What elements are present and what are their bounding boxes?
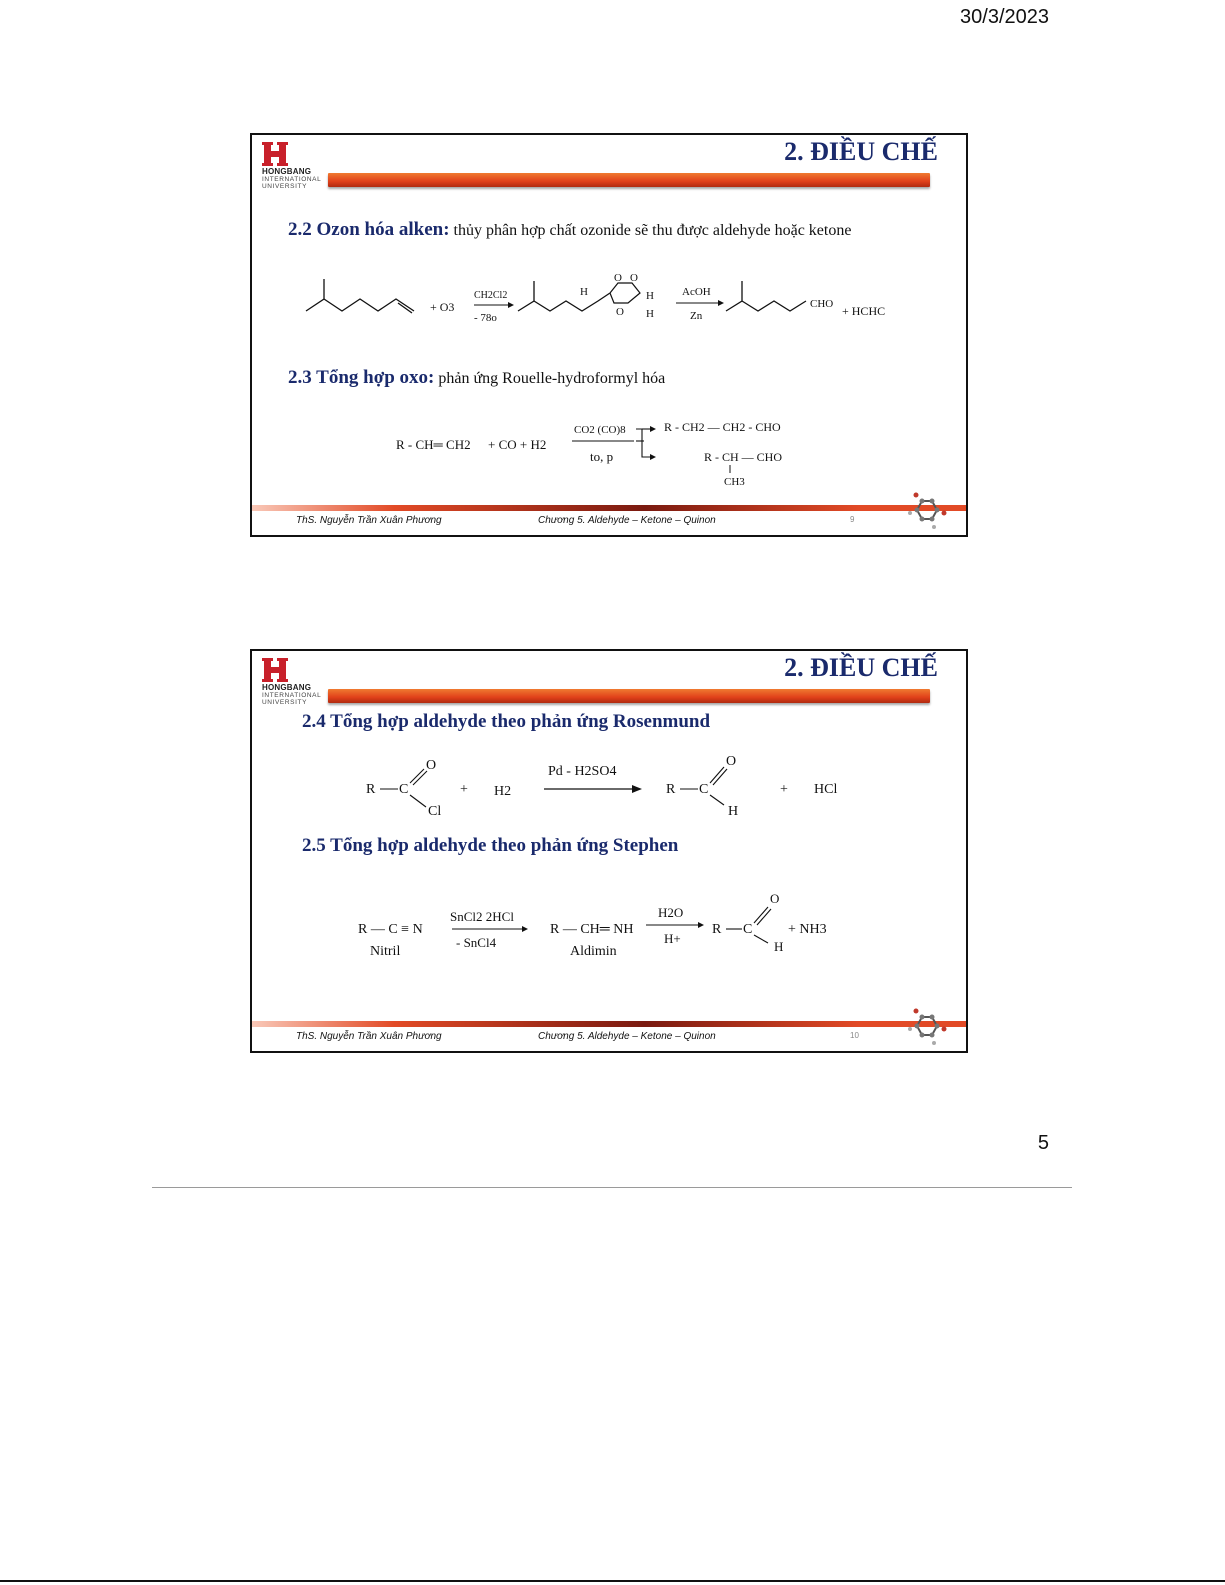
stephen-plus-nh3: + NH3 <box>788 922 827 937</box>
page-date: 30/3/2023 <box>960 6 1049 28</box>
stephen-product-o: O <box>770 891 780 906</box>
footer-author: ThS. Nguyễn Trần Xuân Phương <box>296 515 442 526</box>
heading-text: phản ứng Rouelle-hydroformyl hóa <box>434 370 666 387</box>
rosenmund-scheme <box>362 749 862 829</box>
ozonide-h1: H <box>580 286 588 298</box>
footer-chapter: Chương 5. Aldehyde – Ketone – Quinon <box>538 515 716 526</box>
stephen-hydrolysis-top: H2O <box>658 905 684 920</box>
ozonide-o3: O <box>616 306 624 318</box>
stephen-reagent-bottom: - SnCl4 <box>456 935 497 950</box>
oxo-product2: R - CH — CHO <box>704 450 783 464</box>
rosenmund-catalyst: Pd - H2SO4 <box>548 764 617 779</box>
title-bar <box>328 173 930 187</box>
stephen-product-r: R <box>712 922 722 937</box>
rosenmund-h2: H2 <box>494 784 512 799</box>
rosenmund-product-c: C <box>699 782 709 797</box>
stephen-reagent-top: SnCl2 2HCl <box>450 909 514 924</box>
slide-title: 2. ĐIỀU CHẾ <box>784 137 938 166</box>
heading-ozonolysis <box>288 219 851 241</box>
oxo-scheme <box>392 413 832 493</box>
rosenmund-o: O <box>426 758 437 773</box>
rosenmund-c: C <box>399 782 409 797</box>
logo-name: HONGBANG <box>262 683 312 692</box>
footer-author: ThS. Nguyễn Trần Xuân Phương <box>296 1031 442 1042</box>
stephen-hydrolysis-bottom: H+ <box>664 931 681 946</box>
ozonolysis-reagent-bottom: - 78o <box>474 312 497 324</box>
hongbang-h-logo-icon <box>262 657 288 683</box>
ozonide-h2: H <box>646 290 654 302</box>
footer-chapter: Chương 5. Aldehyde – Ketone – Quinon <box>538 1031 716 1042</box>
ozonolysis-reagent-top: CH2Cl2 <box>474 290 508 301</box>
hongbang-h-logo-icon <box>262 141 288 167</box>
rosenmund-cl: Cl <box>428 804 442 819</box>
footer-line <box>252 505 966 511</box>
heading-oxo <box>288 367 665 389</box>
logo-line2: INTERNATIONAL <box>262 176 322 183</box>
product-cho: CHO <box>810 298 834 310</box>
slide-title: 2. ĐIỀU CHẾ <box>784 653 938 682</box>
bottom-border <box>0 1580 1225 1582</box>
stephen-nitrile-label: Nitril <box>370 944 401 959</box>
title-bar <box>328 689 930 703</box>
oxo-plus: + CO + H2 <box>488 437 547 452</box>
university-logo <box>262 141 326 190</box>
rosenmund-plus2: + <box>780 782 788 797</box>
oxo-conditions: to, p <box>590 449 614 464</box>
heading-bold: 2.5 Tổng hợp aldehyde theo phản ứng Stephen <box>302 835 679 856</box>
molecule-decoration-icon <box>904 491 954 531</box>
logo-line3: UNIVERSITY <box>262 183 308 190</box>
rosenmund-product-r: R <box>666 782 676 797</box>
heading-bold: 2.4 Tổng hợp aldehyde theo phản ứng Rosenmund <box>302 711 711 732</box>
heading-bold: 2.2 Ozon hóa alken: <box>288 219 450 240</box>
ozonide-o2: O <box>630 272 638 284</box>
slide-number: 9 <box>850 515 855 524</box>
stephen-scheme <box>352 885 872 975</box>
rosenmund-product-h: H <box>728 804 739 819</box>
oxo-reactant: R - CH═ CH2 <box>396 437 471 452</box>
step2-reagent-top: AcOH <box>682 286 711 298</box>
logo-name: HONGBANG <box>262 167 312 176</box>
stephen-nitrile: R — C ≡ N <box>358 922 423 937</box>
stephen-aldimine-label: Aldimin <box>570 944 617 959</box>
slide-9 <box>250 133 968 537</box>
logo-line2: INTERNATIONAL <box>262 692 322 699</box>
ozonolysis-scheme <box>302 265 922 335</box>
ozonide-o1: O <box>614 272 622 284</box>
heading-text: thủy phân hợp chất ozonide sẽ thu được aldehyde hoặc ketone <box>449 222 852 239</box>
rosenmund-r: R <box>366 782 376 797</box>
oxo-product2-sub: CH3 <box>724 476 745 488</box>
slide-number: 10 <box>850 1031 859 1040</box>
plus-hchc: + HCHC <box>842 304 886 318</box>
step2-reagent-bottom: Zn <box>690 310 703 322</box>
rosenmund-product-o: O <box>726 754 737 769</box>
plus-o3: + O3 <box>430 300 455 314</box>
oxo-catalyst: CO2 (CO)8 <box>574 424 626 436</box>
page-number: 5 <box>1037 1132 1049 1154</box>
heading-bold: 2.3 Tổng hợp oxo: <box>288 367 435 388</box>
stephen-product-c: C <box>743 922 753 937</box>
logo-line3: UNIVERSITY <box>262 699 308 706</box>
footer-line <box>252 1021 966 1027</box>
page-divider <box>152 1187 1072 1188</box>
molecule-decoration-icon <box>904 1007 954 1047</box>
slide-10 <box>250 649 968 1053</box>
university-logo <box>262 657 326 706</box>
oxo-product1: R - CH2 — CH2 - CHO <box>664 420 781 434</box>
heading-stephen <box>302 835 678 857</box>
rosenmund-hcl: HCl <box>814 782 838 797</box>
heading-rosenmund <box>302 711 710 733</box>
stephen-product-h: H <box>774 939 784 954</box>
ozonide-h3: H <box>646 308 654 320</box>
stephen-aldimine: R — CH═ NH <box>550 922 634 937</box>
rosenmund-plus1: + <box>460 782 468 797</box>
